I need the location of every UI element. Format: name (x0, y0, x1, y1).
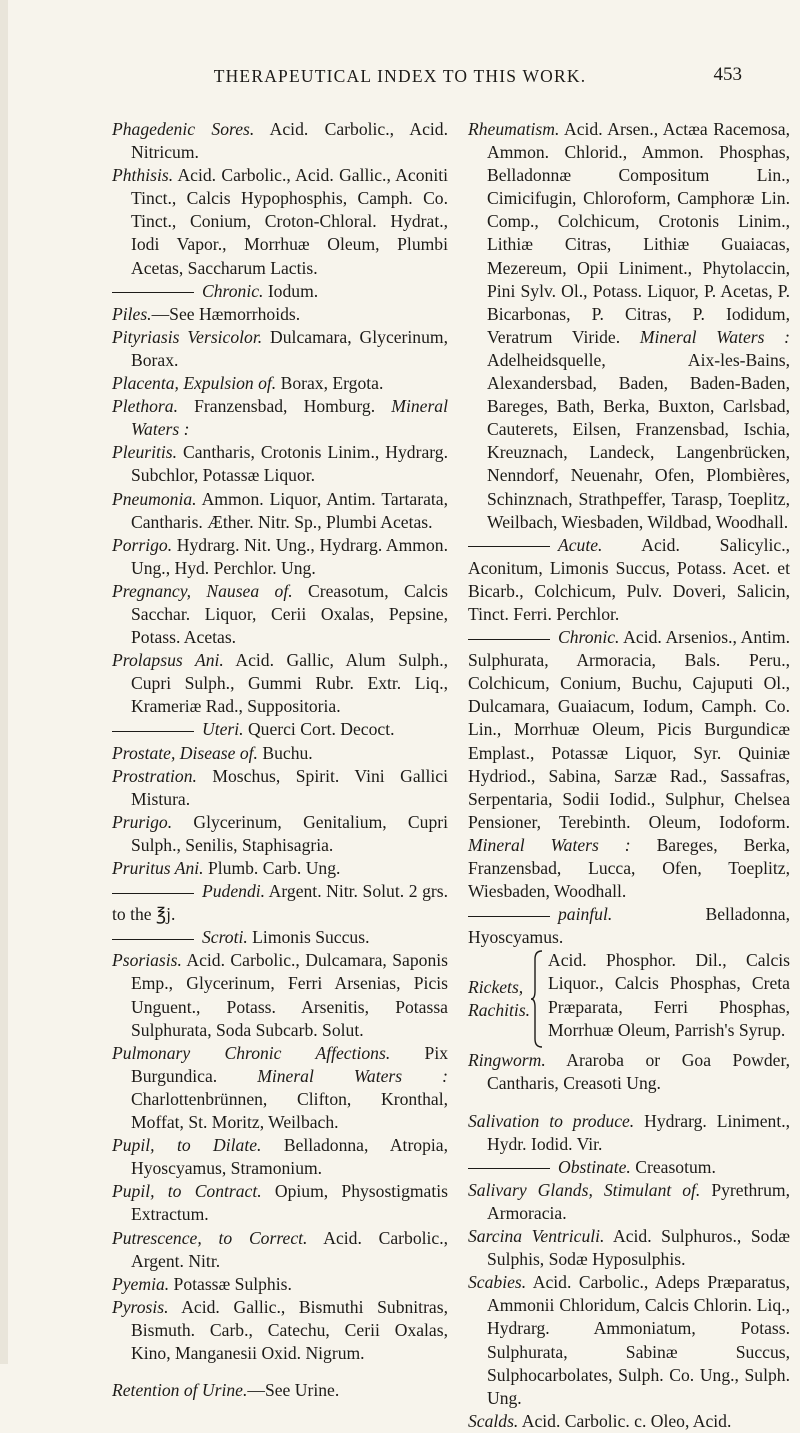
entry-term: Phagedenic Sores. (112, 119, 255, 139)
entry-remedies: Pix Burgundica. (131, 1042, 448, 1086)
entry-remedies: Moschus, Spirit. Vini Gallici Mistura. (131, 765, 448, 809)
page-number: 453 (713, 64, 742, 85)
entry-term: Prurigo. (112, 811, 173, 832)
entry-remedies: Cantharis, Crotonis Linim., Hydrarg. Subchlor, Potassæ Liquor. (131, 442, 448, 486)
entry-term: Mineral Waters : (620, 326, 790, 347)
entry-remedies: Creasotum, Calcis Sacchar. Liquor, Cerii Oxalas, Pepsine, Potass. Acetas. (131, 580, 448, 648)
entry-remedies: Araroba or Goa Powder, Cantharis, Creasoti Ung. (487, 1050, 790, 1094)
entry-term: Salivation to produce. (468, 1110, 635, 1131)
index-entry (112, 1273, 448, 1296)
entry-remedies: Acid. Carbolic., Acid. Nitricum. (131, 119, 448, 163)
entry-term: Scroti. (202, 927, 248, 948)
entry-term: Plethora. (112, 396, 178, 417)
entry-term: Prolapsus Ani. (112, 650, 224, 671)
ditto-rule (468, 639, 550, 640)
entry-remedies: Franzensbad, Homburg. (177, 396, 376, 417)
index-entry-salivary (468, 1179, 790, 1225)
index-entry (112, 164, 448, 279)
index-entry-painful (468, 903, 790, 949)
ditto-rule (112, 939, 194, 940)
entry-term: Pyrosis. (112, 1296, 169, 1317)
entry-remedies: Acid. Carbolic., Adeps Præparatus, Ammonii Chloridum, Calcis Chlorin. Liq., Hydrarg. Ammoniatum, Potass. Sulphurata, Sabinæ Succus, Sulphocarbolates, Sulph. Co. Ung., Sulph. Ung. (487, 1272, 790, 1408)
entry-term: Prostration. (112, 765, 197, 786)
entry-remedies: —See Urine. (247, 1380, 340, 1401)
curly-brace-icon (530, 949, 544, 1049)
entry-term: Sarcina Ventriculi. (468, 1226, 605, 1247)
index-entry (112, 880, 448, 926)
entry-term: Pruritus Ani. (112, 858, 204, 878)
entry-term: Porrigo. (112, 534, 173, 555)
index-entry (112, 1042, 448, 1134)
entry-remedies: Acid. Gallic., Bismuthi Subnitras, Bismuth. Carb., Catechu, Cerii Oxalas, Kino, Manganesii Oxid. Nigrum. (131, 1296, 448, 1363)
entry-remedies: Acid. Arsenios., Antim. Sulphurata, Armoracia, Bals. Peru., Colchicum, Conium, Buchu, Cajuputi Ol., Dulcamara, Guaiacum, Iodum, Camph. Co. Lin., Morrhuæ Oleum, Picis Burgundicæ Emplast., Potassæ Liquor, Syr. Quiniæ Hydriod., Sabina, Sarzæ Rad., Sassafras, Serpentaria, Sodii Iodid., Sulphur, Chelsea Pensioner, Terebinth. Oleum, Iodoform. (468, 627, 790, 832)
index-entry (112, 1379, 448, 1402)
entry-term: Chronic. (202, 280, 264, 301)
entry-term: Pulmonary Chronic Affections. (112, 1042, 391, 1063)
index-entry (112, 718, 448, 741)
index-entry-scabies (468, 1271, 790, 1410)
index-entry (112, 534, 448, 580)
index-entry (112, 811, 448, 857)
ditto-rule (112, 893, 194, 894)
header-title: THERAPEUTICAL INDEX TO THIS WORK. (213, 66, 587, 86)
index-entry (112, 1227, 448, 1273)
entry-remedies: Dulcamara, Glycerinum, Borax. (131, 326, 448, 370)
entry-term: Salivary Glands, Stimulant of. (468, 1179, 701, 1200)
spacer (468, 1096, 790, 1110)
index-entry (112, 280, 448, 303)
index-entry (112, 395, 448, 441)
index-entry-rickets (468, 949, 790, 1049)
entry-term: Prostate, Disease of. (112, 742, 258, 763)
index-entry-sarcina (468, 1225, 790, 1271)
entry-remedies: Acid. Carbolic., Acid. Gallic., Aconiti Tinct., Calcis Hypophosphis, Camph. Co. Tinct., Conium, Croton-Chloral. Hydrat., Iodi Vapor., Morrhuæ Oleum, Plumbi Acetas, Saccharum Lactis. (131, 165, 448, 278)
entry-term: Pleuritis. (112, 442, 177, 463)
entry-remedies: Plumb. Carb. Ung. (203, 858, 341, 878)
index-entry (112, 303, 448, 326)
entry-term: Rickets, (468, 977, 524, 998)
entry-remedies: Hydrarg. Nit. Ung., Hydrarg. Ammon. Ung., Hyd. Perchlor. Ung. (131, 534, 448, 578)
entry-term: Acute. (558, 534, 603, 555)
entry-term: Placenta, Expulsion of. (112, 373, 277, 394)
index-entry-salivation (468, 1110, 790, 1156)
entry-remedies: Limonis Succus. (247, 927, 370, 948)
entry-remedies: Acid. Arsen., Actæa Racemosa, Ammon. Chlorid., Ammon. Phosphas, Belladonnæ Compositum Lin., Cimicifugin, Chloroform, Camphoræ Lin. Comp., Colchicum, Crotonis Linim., Lithiæ Citras, Lithiæ Guaiacas, Mezereum, Opii Liniment., Phytolaccin, Pini Sylv. Ol., Potass. Liquor, P. Acetas, P. Bicarbonas, P. Citras, P. Iodidum, Veratrum Viride. (487, 119, 790, 347)
index-entry (112, 372, 448, 395)
entry-term: Mineral Waters : (131, 396, 448, 440)
entry-remedies: Belladonna, Atropia, Hyoscyamus, Stramonium. (131, 1135, 448, 1179)
entry-remedies: Borax, Ergota. (276, 373, 384, 394)
index-entry-scalds (468, 1410, 790, 1433)
index-entry (112, 326, 448, 372)
ditto-rule (468, 546, 550, 547)
entry-term: Pupil, to Contract. (112, 1181, 262, 1202)
entry-term: Pupil, to Dilate. (112, 1135, 262, 1156)
entry-term: Rheumatism. (468, 119, 560, 139)
entry-term: Mineral Waters : (468, 834, 631, 855)
entry-remedies: Querci Cort. Decoct. (243, 719, 395, 740)
entry-remedies: Adelheidsquelle, Aix-les-Bains, Alexandersbad, Baden, Baden-Baden, Bareges, Bath, Berka, Buxton, Carlsbad, Cauterets, Eilsen, Franzensbad, Ischia, Kreuznach, Landeck, Langenbrücken, Nenndorf, Neuenahr, Ofen, Plombières, Schinznach, Strathpeffer, Tarasp, Toeplitz, Weilbach, Wiesbaden, Wildbad, Woodhall. (487, 349, 790, 532)
entry-term: Uteri. (202, 719, 244, 740)
entry-term: Piles. (112, 303, 152, 324)
entry-term: Pudendi. (202, 881, 266, 902)
entry-term: Phthisis. (112, 165, 174, 186)
index-entry (112, 580, 448, 649)
right-column (468, 118, 790, 1433)
index-entry (112, 949, 448, 1041)
index-entry-acute (468, 534, 790, 626)
entry-remedies: —See Hæmorrhoids. (151, 303, 301, 324)
index-entry (112, 649, 448, 718)
ditto-rule (468, 1168, 550, 1169)
entry-remedies: Acid. Carbolic., Dulcamara, Saponis Emp., Glycerinum, Ferri Arsenias, Picis Unguent., Potass. Arsenitis, Potassa Sulphurata, Soda Subcarb. Solut. (131, 950, 448, 1040)
ditto-rule (112, 292, 194, 293)
page-edge (0, 0, 8, 1364)
index-entry (112, 1134, 448, 1180)
entry-remedies: Charlottenbrünnen, Clifton, Kronthal, Moffat, St. Moritz, Weilbach. (131, 1088, 448, 1133)
entry-remedies: Acid. Phosphor. Dil., Calcis Liquor., Calcis Phosphas, Creta Præparata, Ferri Phosphas, Morrhuæ Oleum, Parrish's Syrup. (548, 950, 790, 1040)
entry-term: Pregnancy, Nausea of. (112, 580, 293, 601)
entry-remedies: Ammon. Liquor, Antim. Tartarata, Cantharis. Æther. Nitr. Sp., Plumbi Acetas. (131, 488, 448, 532)
entry-remedies: Argent. Nitr. Solut. 2 grs. to the ℥j. (112, 881, 448, 925)
ditto-rule (112, 731, 194, 732)
entry-term: Ringworm. (468, 1050, 546, 1071)
entry-remedies: Creasotum. (630, 1156, 716, 1177)
spacer (112, 1365, 448, 1379)
index-entry (112, 1180, 448, 1226)
index-entry (112, 857, 448, 880)
entry-remedies: Acid. Carbolic., Argent. Nitr. (131, 1227, 448, 1271)
entry-remedies: Pyrethrum, Armoracia. (487, 1179, 790, 1223)
entry-term: Obstinate. (558, 1156, 631, 1177)
entry-term: Rachitis. (468, 1000, 531, 1021)
entry-term: Pneumonia. (112, 488, 197, 509)
entry-term: Mineral Waters : (217, 1065, 448, 1086)
entry-remedies: Acid. Gallic, Alum Sulph., Cupri Sulph., Gummi Rubr. Extr. Liq., Krameriæ Rad., Suppositoria. (131, 650, 448, 717)
entry-remedies: Acid. Sulphuros., Sodæ Sulphis, Sodæ Hyposulphis. (487, 1226, 790, 1270)
entry-remedies: Glycerinum, Genitalium, Cupri Sulph., Senilis, Staphisagria. (131, 811, 448, 855)
brace-labels (468, 949, 530, 1049)
entry-remedies: Opium, Physostigmatis Extractum. (131, 1181, 448, 1225)
index-entry (112, 765, 448, 811)
entry-remedies: Hydrarg. Liniment., Hydr. Iodid. Vir. (487, 1110, 790, 1154)
index-entry-rheumatism (468, 118, 790, 534)
entry-remedies: Acid. Salicylic., Aconitum, Limonis Succus, Potass. Acet. et Bicarb., Colchicum, Pulv. Doveri, Salicin, Tinct. Ferri. Perchlor. (468, 534, 790, 624)
entry-term: Pityriasis Versicolor. (112, 326, 263, 347)
entry-remedies: Buchu. (257, 742, 313, 763)
index-entry (112, 488, 448, 534)
index-entry (112, 441, 448, 487)
entry-remedies: Iodum. (263, 280, 319, 301)
entry-remedies: Belladonna, Hyoscyamus. (468, 904, 790, 948)
index-entry (112, 1296, 448, 1365)
entry-term: painful. (558, 904, 613, 925)
entry-term: Chronic. (558, 627, 620, 648)
entry-remedies: Acid. Carbolic. c. Oleo, Acid. (518, 1410, 732, 1431)
index-entry-ringworm (468, 1049, 790, 1095)
index-entry (112, 742, 448, 765)
entry-remedies: Bareges, Berka, Franzensbad, Lucca, Ofen, Toeplitz, Wiesbaden, Woodhall. (468, 834, 790, 902)
entry-term: Pyemia. (112, 1273, 170, 1294)
entry-term: Scalds. (468, 1410, 519, 1431)
running-header (0, 66, 800, 90)
index-entry (112, 926, 448, 949)
entry-remedies: Potassæ Sulphis. (169, 1273, 292, 1294)
index-entry (112, 118, 448, 164)
index-entry-chronic (468, 626, 790, 903)
index-entry-obstinate (468, 1156, 790, 1179)
entry-term: Scabies. (468, 1272, 527, 1293)
entry-term: Retention of Urine. (112, 1380, 248, 1401)
ditto-rule (468, 916, 550, 917)
entry-term: Putrescence, to Correct. (112, 1227, 308, 1248)
left-column (112, 118, 448, 1402)
entry-term: Psoriasis. (112, 950, 182, 971)
